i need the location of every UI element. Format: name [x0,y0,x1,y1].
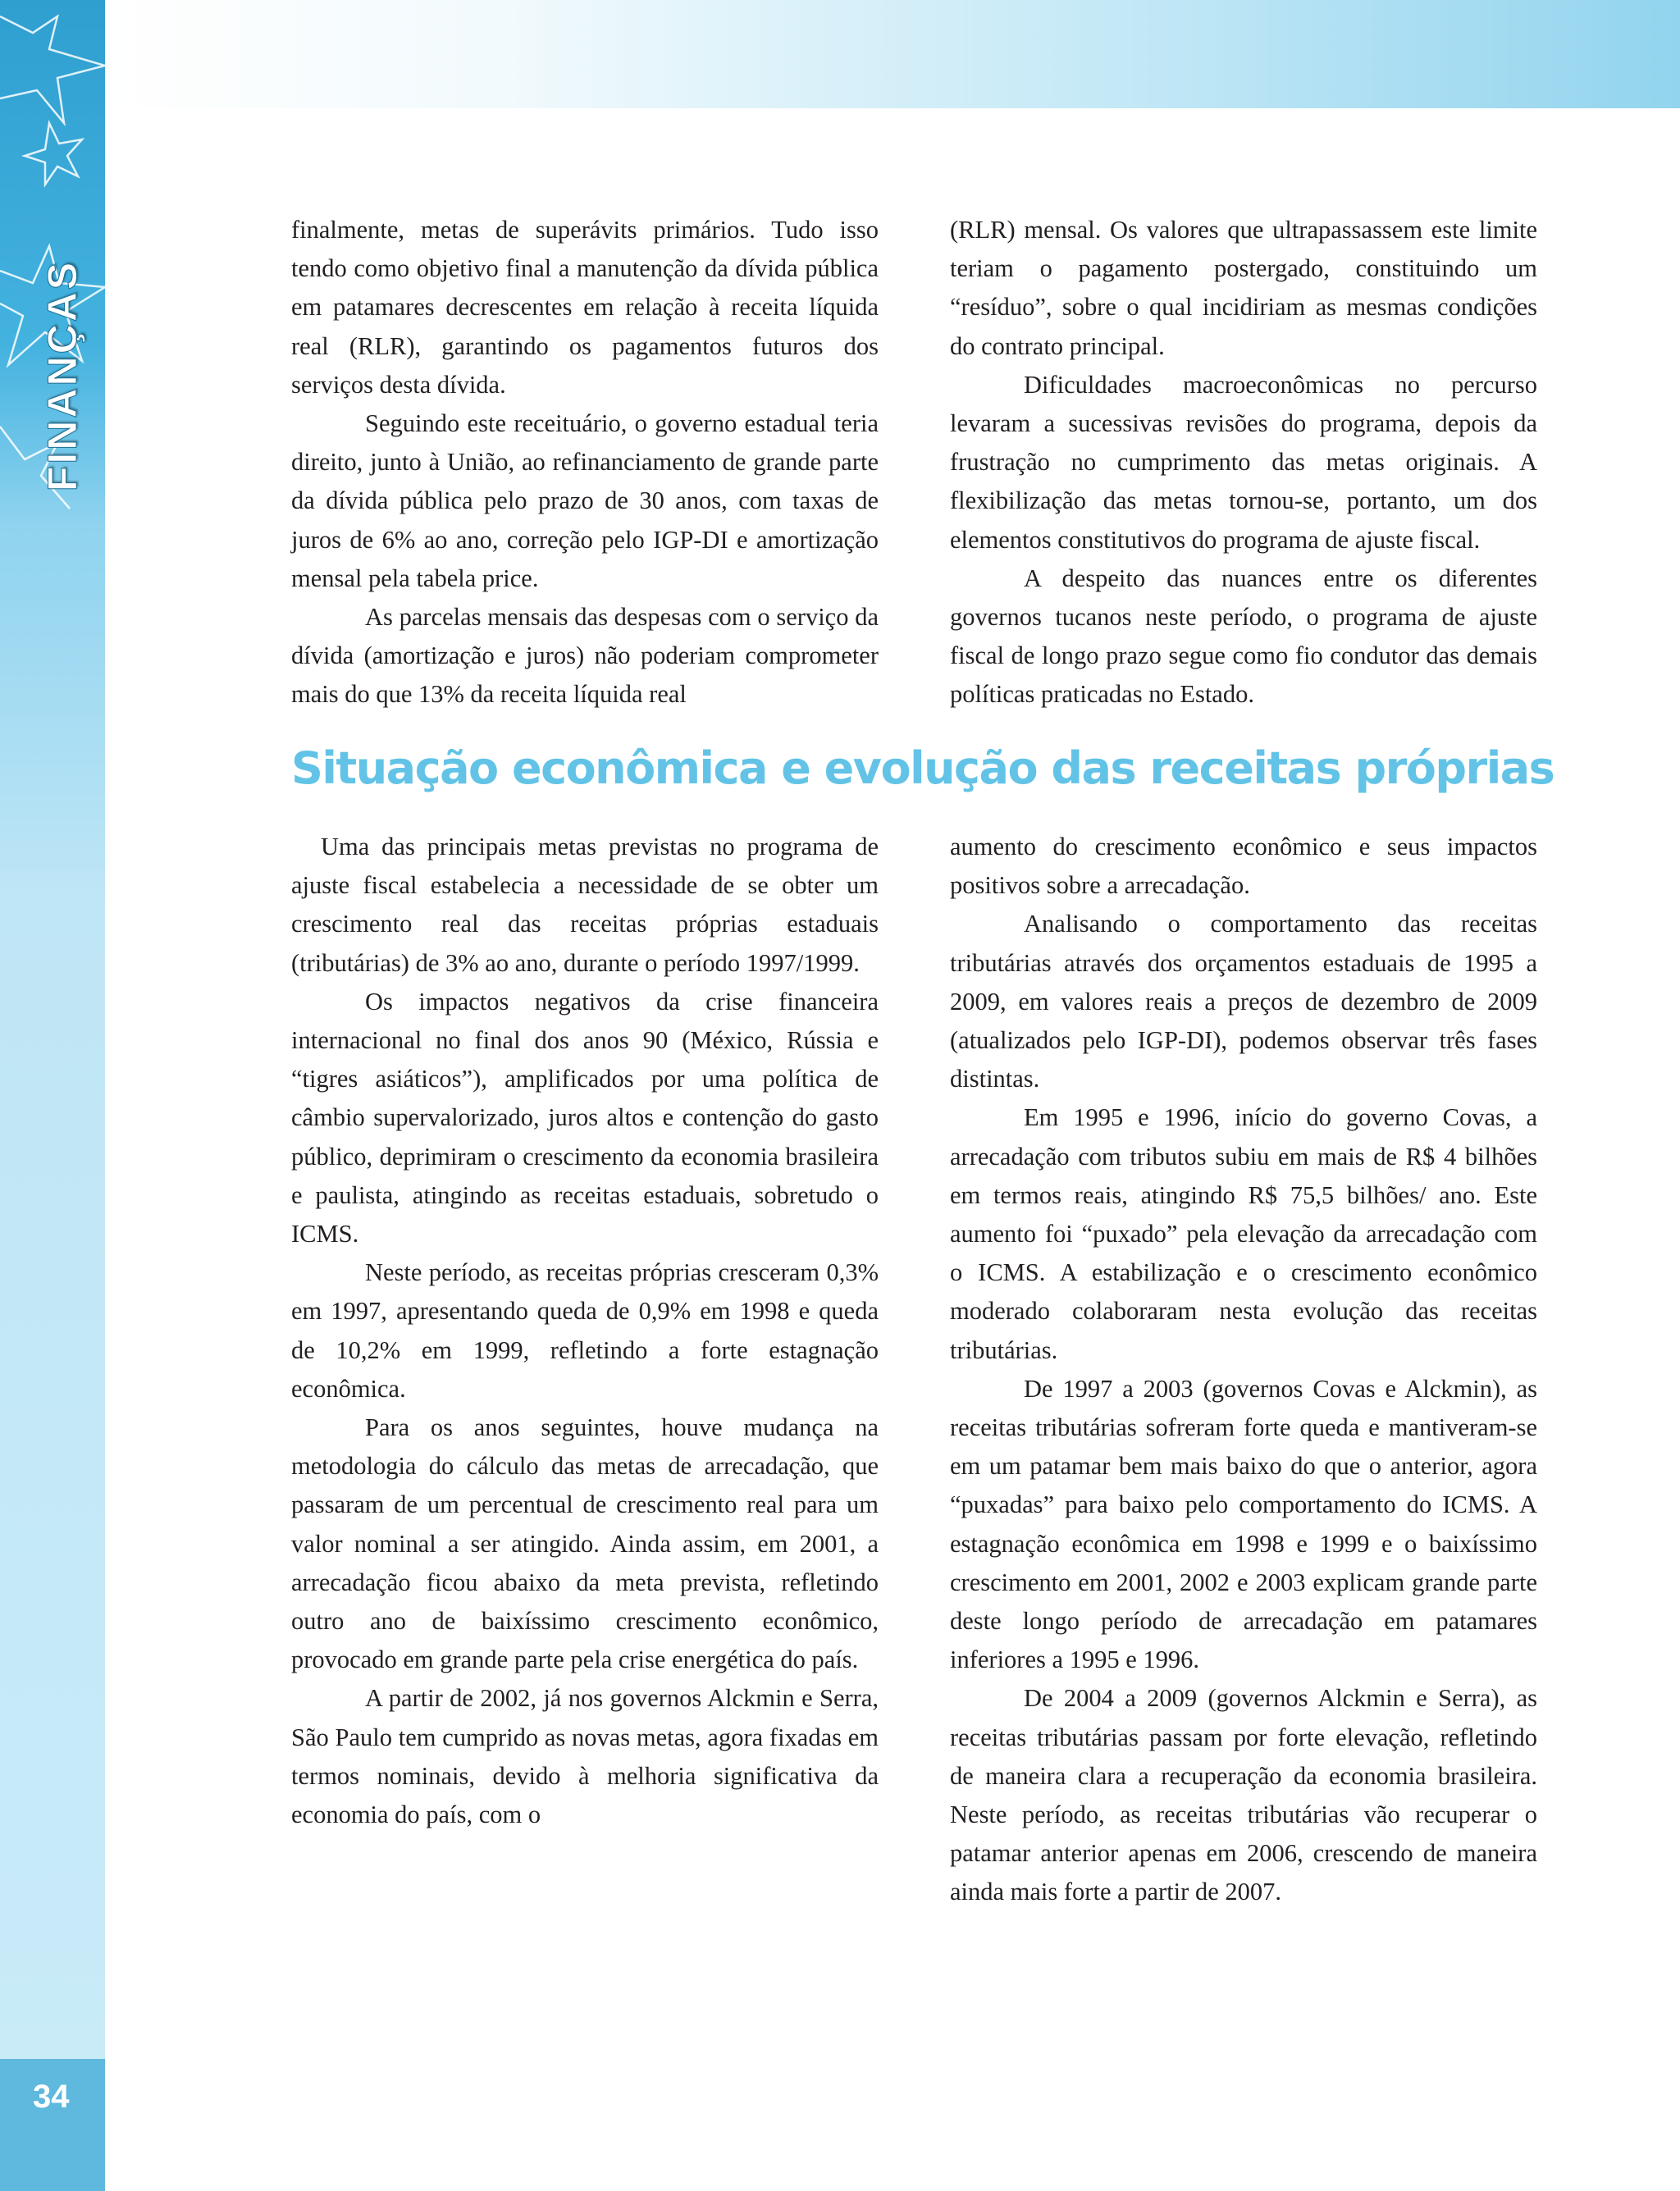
column-lower-right [950,828,1537,1912]
paragraph: Em 1995 e 1996, início do governo Covas, a arrecadação com tributos subiu em mais de R$ 4 bilhões em termos reais, atingindo R$ 75,5 bilhões/ ano. Este aumento foi “puxado” pela elevação da arrecadação com o ICMS. A estabilização e o crescimento econômico moderado colaboraram nesta evolução das receitas tributárias. [950,1103,1537,1364]
section-label [30,261,95,491]
paragraph: De 2004 a 2009 (governos Alckmin e Serra), as receitas tributárias passam por forte elevação, refletindo de maneira clara a recuperação da economia brasileira. Neste período, as receitas tributárias vão recuperar o patamar anterior apenas em 2006, crescendo de maneira ainda mais forte a partir de 2007. [950,1684,1537,1906]
section-label-text: FINANÇAS [39,259,86,492]
paragraph: Dificuldades macroeconômicas no percurso levaram a sucessivas revisões do programa, depois da frustração no cumprimento das metas originais. A flexibilização das metas tornou-se, portanto, um dos elementos constitutivos do programa de ajuste fiscal. [950,370,1537,554]
page-number: 34 [33,2079,70,2115]
section-title: Situação econômica e evolução das receitas próprias [291,742,1554,794]
paragraph: Os impactos negativos da crise financeira internacional no final dos anos 90 (México, Rússia e “tigres asiáticos”), amplificados por uma política de câmbio supervalorizado, juros altos e contenção do gasto público, deprimiram o crescimento da economia brasileira e paulista, atingindo as receitas estaduais, sobretudo o ICMS. [291,987,879,1248]
header-band [105,0,1680,108]
column-upper-left [291,211,879,714]
paragraph: Para os anos seguintes, houve mudança na metodologia do cálculo das metas de arrecadação, que passaram de um percentual de crescimento real para um valor nominal a ser atingido. Ainda assim, em 2001, a arrecadação ficou abaixo da meta prevista, refletindo outro ano de baixíssimo crescimento econômico, provocado em grande parte pela crise energética do país. [291,1413,879,1674]
paragraph: De 1997 a 2003 (governos Covas e Alckmin), as receitas tributárias sofreram forte queda e mantiveram-se em um patamar bem mais baixo do que o anterior, agora “puxadas” para baixo pelo comportamento do ICMS. A estagnação econômica em 1998 e 1999 e o baixíssimo crescimento em 2001, 2002 e 2003 explicam grande parte deste longo período de arrecadação em patamares inferiores a 1995 e 1996. [950,1374,1537,1674]
paragraph: finalmente, metas de superávits primários. Tudo isso tendo como objetivo final a manutenção da dívida pública em patamares decrescentes em relação à receita líquida real (RLR), garantindo os pagamentos futuros dos serviços desta dívida. [291,216,879,399]
paragraph: Seguindo este receituário, o governo estadual teria direito, junto à União, ao refinanciamento de grande parte da dívida pública pelo prazo de 30 anos, com taxas de juros de 6% ao ano, correção pelo IGP-DI e amortização mensal pela tabela price. [291,409,879,592]
paragraph: A partir de 2002, já nos governos Alckmin e Serra, São Paulo tem cumprido as novas metas, agora fixadas em termos nominais, devido à melhoria significativa da economia do país, com o [291,1684,879,1829]
paragraph: A despeito das nuances entre os diferentes governos tucanos neste período, o programa de ajuste fiscal de longo prazo segue como fio condutor das demais políticas praticadas no Estado. [950,564,1537,709]
paragraph: (RLR) mensal. Os valores que ultrapassassem este limite teriam o pagamento postergado, constituindo um “resíduo”, sobre o qual incidiriam as mesmas condições do contrato principal. [950,216,1537,360]
paragraph: As parcelas mensais das despesas com o serviço da dívida (amortização e juros) não poderiam comprometer mais do que 13% da receita líquida real [291,603,879,709]
column-lower-left [291,828,879,1834]
sidebar [0,0,105,2191]
column-upper-right [950,211,1537,714]
paragraph: Analisando o comportamento das receitas tributárias através dos orçamentos estaduais de 1995 a 2009, em valores reais a preços de dezembro de 2009 (atualizados pelo IGP-DI), podemos observar três fases distintas. [950,910,1537,1093]
paragraph: Neste período, as receitas próprias cresceram 0,3% em 1997, apresentando queda de 0,9% em 1998 e queda de 10,2% em 1999, refletindo a forte estagnação econômica. [291,1258,879,1403]
paragraph: aumento do crescimento econômico e seus impactos positivos sobre a arrecadação. [950,833,1537,900]
paragraph: Uma das principais metas previstas no programa de ajuste fiscal estabelecia a necessidade de se obter um crescimento real das receitas próprias estaduais (tributárias) de 3% ao ano, durante o período 1997/1999. [291,833,879,977]
